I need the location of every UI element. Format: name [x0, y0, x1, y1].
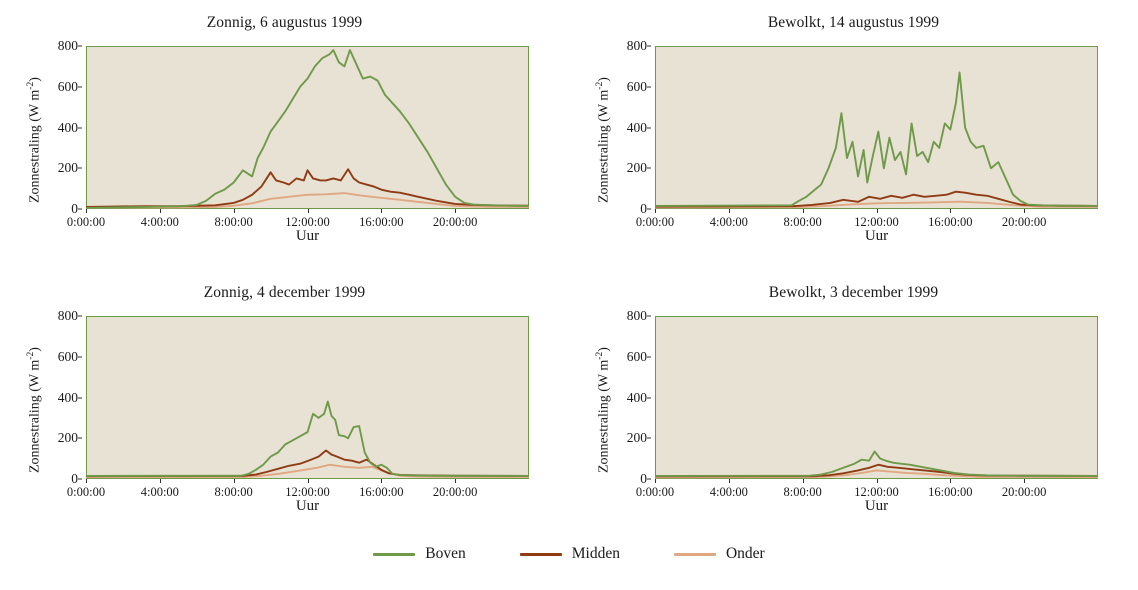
y-tick-mark: [647, 168, 651, 169]
x-tick-mark: [234, 209, 235, 213]
y-axis-title-text: Zonnestraling (W m: [27, 359, 43, 473]
plot-wrap-1: [655, 46, 1098, 209]
series-line-boven: [655, 451, 1098, 475]
y-tick-mark: [647, 209, 651, 210]
y-tick-label: 600: [626, 78, 647, 94]
series-line-midden: [86, 450, 529, 476]
y-axis-title-close: ): [596, 77, 612, 82]
x-tick-label: 16:00:00: [928, 485, 973, 499]
y-tick-label: 0: [640, 471, 647, 486]
y-tick-mark: [647, 127, 651, 128]
y-tick-mark: [78, 209, 82, 210]
legend-swatch-onder: [674, 553, 716, 556]
chart-panel-1: [569, 0, 1138, 270]
x-tick-mark: [1024, 479, 1025, 483]
x-tick-label: 12:00:00: [285, 485, 330, 499]
y-tick-label: 600: [57, 348, 78, 364]
y-tick-mark: [78, 316, 82, 317]
y-tick-label: 600: [626, 348, 647, 364]
series-line-boven: [86, 402, 529, 476]
x-tick-mark: [234, 479, 235, 483]
chart-panel-3: [569, 270, 1138, 540]
chart-legend: [0, 545, 1138, 563]
x-tick-label: 12:00:00: [854, 485, 899, 499]
chart-panel-0: [0, 0, 569, 270]
x-tick-label: 12:00:00: [285, 215, 330, 229]
y-tick-mark: [647, 438, 651, 439]
y-tick-mark: [78, 127, 82, 128]
x-tick-label: 20:00:00: [432, 215, 478, 229]
y-tick-label: 600: [57, 78, 78, 94]
x-tick-label: 20:00:00: [1001, 215, 1047, 229]
x-tick-label: 4:00:00: [140, 485, 179, 499]
x-tick-label: 0:00:00: [635, 215, 675, 229]
x-tick-mark: [803, 479, 804, 483]
x-tick-mark: [455, 479, 456, 483]
y-axis-title-exponent: -2: [26, 351, 36, 360]
x-tick-label: 20:00:00: [432, 485, 478, 499]
x-tick-mark: [381, 479, 382, 483]
panel-title: Bewolkt, 14 augustus 1999: [767, 14, 940, 31]
y-axis-title-exponent: -2: [26, 81, 36, 90]
y-tick-label: 800: [57, 308, 78, 323]
legend-label-boven: Boven: [425, 545, 466, 562]
legend-swatch-midden: [520, 553, 562, 556]
x-tick-mark: [950, 209, 951, 213]
x-tick-mark: [86, 479, 87, 483]
y-axis-title-text: Zonnestraling (W m: [27, 89, 43, 203]
y-tick-mark: [78, 479, 82, 480]
y-tick-group-1: [609, 38, 651, 216]
y-tick-mark: [647, 479, 651, 480]
x-tick-label: 8:00:00: [783, 215, 822, 229]
y-tick-label: 0: [71, 471, 78, 486]
y-tick-mark: [647, 397, 651, 398]
legend-item-boven: [373, 545, 465, 563]
x-axis-title: Uur: [295, 498, 320, 514]
x-tick-mark: [877, 209, 878, 213]
y-tick-mark: [78, 86, 82, 87]
x-tick-label: 0:00:00: [66, 215, 106, 229]
x-tick-mark: [308, 479, 309, 483]
x-tick-label: 0:00:00: [635, 485, 675, 499]
plot-wrap-3: [655, 316, 1098, 479]
x-tick-mark: [803, 209, 804, 213]
y-axis-title-close: ): [596, 347, 612, 352]
y-axis-title-close: ): [27, 77, 43, 82]
x-tick-mark: [655, 479, 656, 483]
y-tick-mark: [78, 168, 82, 169]
chart-panel-2: [0, 270, 569, 540]
y-tick-label: 800: [57, 38, 78, 53]
x-tick-label: 16:00:00: [359, 215, 404, 229]
x-tick-label: 4:00:00: [709, 215, 748, 229]
y-tick-mark: [647, 356, 651, 357]
y-tick-label: 400: [626, 389, 647, 405]
x-tick-mark: [381, 209, 382, 213]
y-axis-title-close: ): [27, 347, 43, 352]
x-tick-label: 20:00:00: [1001, 485, 1047, 499]
panel-title: Zonnig, 4 december 1999: [203, 284, 366, 301]
y-tick-mark: [78, 356, 82, 357]
plot-wrap-2: [86, 316, 529, 479]
y-tick-label: 200: [57, 160, 78, 176]
plot-lines-1: [655, 46, 1098, 209]
x-tick-label: 4:00:00: [709, 485, 748, 499]
y-tick-label: 0: [71, 201, 78, 216]
x-tick-label: 4:00:00: [140, 215, 179, 229]
y-tick-label: 400: [626, 119, 647, 135]
x-tick-label: 0:00:00: [66, 485, 106, 499]
legend-label-onder: Onder: [725, 545, 765, 562]
y-tick-label: 400: [57, 389, 78, 405]
y-axis-title-text: Zonnestraling (W m: [596, 359, 612, 473]
y-tick-group-0: [40, 38, 82, 216]
y-tick-mark: [78, 46, 82, 47]
y-tick-mark: [78, 438, 82, 439]
x-tick-mark: [950, 479, 951, 483]
y-axis-title-text: Zonnestraling (W m: [596, 89, 612, 203]
panel-title: Bewolkt, 3 december 1999: [768, 284, 939, 301]
y-axis-title-exponent: -2: [595, 81, 605, 90]
legend-item-onder: [674, 545, 765, 563]
plot-wrap-0: [86, 46, 529, 209]
x-tick-label: 8:00:00: [214, 215, 253, 229]
legend-item-midden: [520, 545, 620, 563]
x-tick-mark: [308, 209, 309, 213]
legend-label-midden: Midden: [571, 545, 620, 562]
x-tick-mark: [160, 209, 161, 213]
y-tick-mark: [647, 86, 651, 87]
legend-swatch-boven: [373, 553, 415, 556]
y-tick-label: 800: [626, 38, 647, 53]
x-tick-mark: [877, 479, 878, 483]
y-tick-label: 400: [57, 119, 78, 135]
x-tick-mark: [160, 479, 161, 483]
series-line-boven: [86, 50, 529, 208]
y-tick-mark: [647, 316, 651, 317]
x-tick-label: 16:00:00: [928, 215, 973, 229]
x-axis-title: Uur: [864, 498, 889, 514]
x-tick-mark: [655, 209, 656, 213]
x-tick-label: 16:00:00: [359, 485, 404, 499]
x-tick-mark: [86, 209, 87, 213]
x-axis-title: Uur: [864, 228, 889, 244]
y-tick-group-2: [40, 308, 82, 486]
x-tick-mark: [455, 209, 456, 213]
y-tick-group-3: [609, 308, 651, 486]
plot-lines-3: [655, 316, 1098, 479]
x-tick-label: 12:00:00: [854, 215, 899, 229]
x-tick-mark: [1024, 209, 1025, 213]
panel-title: Zonnig, 6 augustus 1999: [206, 14, 363, 31]
x-tick-label: 8:00:00: [214, 485, 253, 499]
y-tick-label: 800: [626, 308, 647, 323]
x-tick-mark: [729, 479, 730, 483]
plot-lines-0: [86, 46, 529, 209]
x-tick-mark: [729, 209, 730, 213]
plot-lines-2: [86, 316, 529, 479]
y-tick-label: 200: [57, 430, 78, 446]
x-axis-title: Uur: [295, 228, 320, 244]
y-tick-label: 200: [626, 430, 647, 446]
x-tick-label: 8:00:00: [783, 485, 822, 499]
y-tick-label: 0: [640, 201, 647, 216]
y-tick-label: 200: [626, 160, 647, 176]
y-tick-mark: [78, 397, 82, 398]
series-line-boven: [655, 72, 1098, 205]
y-tick-mark: [647, 46, 651, 47]
y-axis-title-exponent: -2: [595, 351, 605, 360]
